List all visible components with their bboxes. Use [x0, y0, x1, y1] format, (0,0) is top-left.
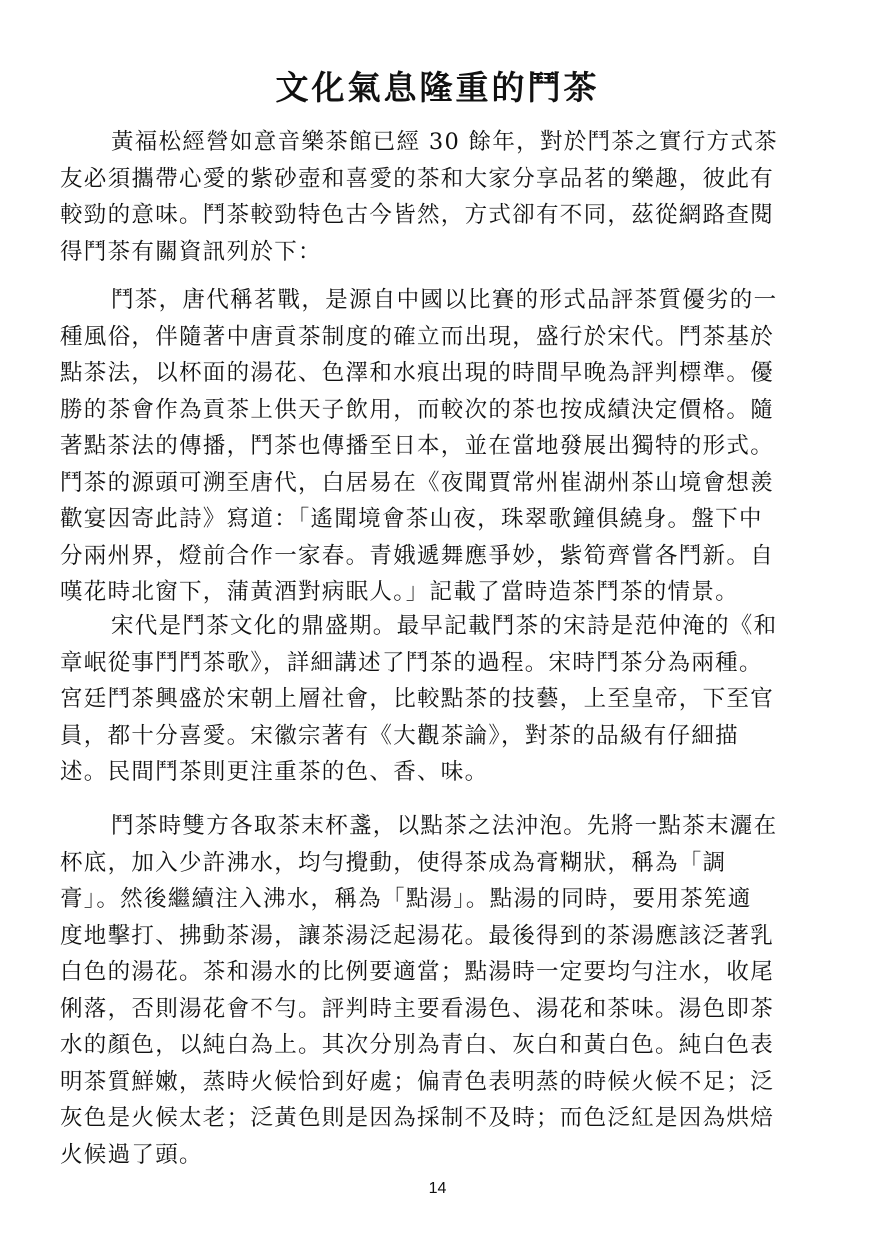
text-line: 杯底，加入少許沸水，均勻攪動，使得茶成為膏糊狀，稱為「調 [60, 849, 727, 876]
text-line: 友必須攜帶心愛的紫砂壺和喜愛的茶和大家分享品茗的樂趣，彼此有 [60, 165, 775, 192]
text-line: 宮廷鬥茶興盛於宋朝上層社會，比較點茶的技藝，上至皇帝，下至官 [60, 686, 775, 712]
paragraph-4 [60, 808, 777, 1173]
text-line: 著點茶法的傳播，鬥茶也傳播至日本，並在當地發展出獨特的形式。 [60, 433, 775, 459]
text-line: 嘆花時北窗下，蒲黃酒對病眠人。」記載了當時造茶鬥茶的情景。 [60, 579, 739, 605]
text-line: 膏」。然後繼續注入沸水，稱為「點湯」。點湯的同時，要用茶筅適 [60, 886, 752, 912]
text-line: 度地擊打、拂動茶湯，讓茶湯泛起湯花。最後得到的茶湯應該泛著乳 [60, 922, 775, 949]
text-line: 黃福松經營如意音樂茶館已經 30 餘年，對於鬥茶之實行方式茶 [111, 129, 778, 155]
text-line: 鬥茶時雙方各取茶末杯盞，以點茶之法沖泡。先將一點茶末灑在 [111, 813, 778, 839]
text-line: 章岷從事鬥鬥茶歌》，詳細講述了鬥茶的過程。宋時鬥茶分為兩種。 [60, 649, 763, 676]
text-line: 分兩州界，燈前合作一家春。青娥遞舞應爭妙，紫筍齊嘗各鬥新。自 [60, 542, 775, 569]
page-title: 文化氣息隆重的鬥茶 [275, 68, 600, 107]
page-number: 14 [428, 1180, 447, 1197]
text-line: 白色的湯花。茶和湯水的比例要適當；點湯時一定要均勻注水，收尾 [60, 959, 775, 985]
text-line: 得鬥茶有關資訊列於下： [60, 238, 322, 265]
paragraph-1 [60, 124, 778, 270]
paragraph-2 [60, 282, 777, 611]
text-line: 宋代是鬥茶文化的鼎盛期。最早記載鬥茶的宋詩是范仲淹的《和 [111, 613, 778, 639]
text-line: 火候過了頭。 [60, 1141, 203, 1168]
text-line: 種風俗，伴隨著中唐貢茶制度的確立而出現，盛行於宋代。鬥茶基於 [60, 323, 775, 350]
text-line: 鬥茶的源頭可溯至唐代，白居易在《夜聞賈常州崔湖州茶山境會想羨 [60, 469, 775, 496]
text-line: 勝的茶會作為貢茶上供天子飲用，而較次的茶也按成績決定價格。隨 [60, 396, 775, 423]
text-line: 述。民間鬥茶則更注重茶的色、香、味。 [60, 759, 489, 785]
text-line: 點茶法，以杯面的湯花、色澤和水痕出現的時間早晚為評判標準。優 [60, 360, 775, 386]
paragraph-3 [60, 608, 777, 791]
text-line: 水的顏色，以純白為上。其次分別為青白、灰白和黃白色。純白色表 [60, 1032, 775, 1058]
text-line: 歡宴因寄此詩》寫道：「遙聞境會茶山夜，珠翠歌鐘俱繞身。盤下中 [60, 506, 763, 532]
text-line: 灰色是火候太老；泛黃色則是因為採制不及時；而色泛紅是因為烘焙 [60, 1105, 775, 1131]
text-line: 鬥茶，唐代稱茗戰，是源自中國以比賽的形式品評茶質優劣的一 [111, 287, 778, 313]
text-line: 俐落，否則湯花會不勻。評判時主要看湯色、湯花和茶味。湯色即茶 [60, 995, 775, 1022]
text-line: 明茶質鮮嫩，蒸時火候恰到好處；偏青色表明蒸的時候火候不足；泛 [60, 1068, 775, 1095]
text-line: 員，都十分喜愛。宋徽宗著有《大觀茶論》，對茶的品級有仔細描 [60, 722, 739, 749]
text-line: 較勁的意味。鬥茶較勁特色古今皆然，方式卻有不同，茲從網路查閱 [60, 202, 775, 228]
